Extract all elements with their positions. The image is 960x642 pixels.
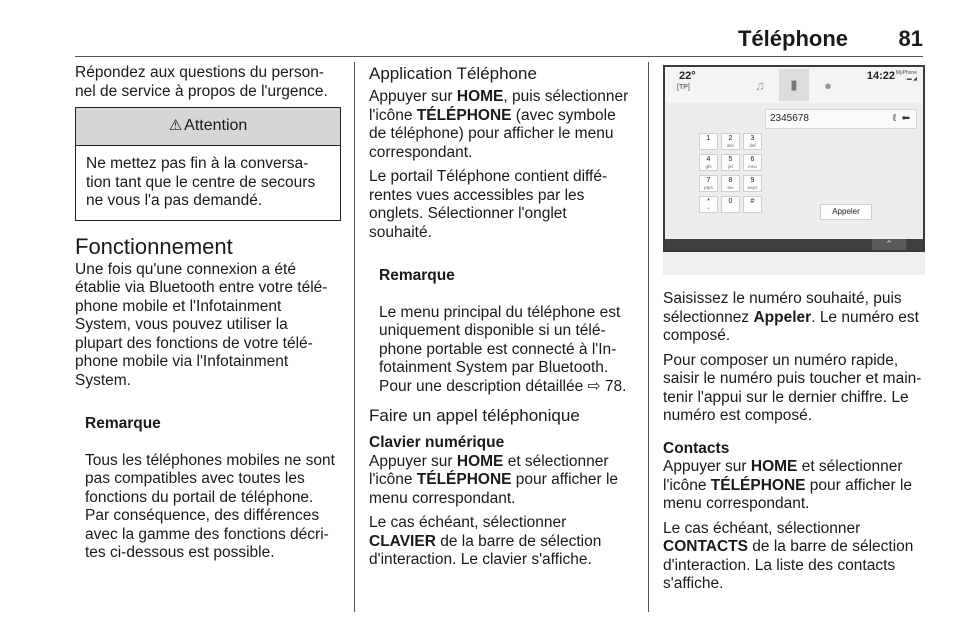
- keyword-telephone: TÉLÉPHONE: [416, 106, 512, 124]
- text-run: Appuyer sur: [369, 88, 457, 105]
- note-text: Tous les téléphones mobiles ne sont pas compatibles avec toutes les fonctions du portail de téléphone. Par conséquence, des différences avec la gamme des fonctions décri- tes ci-dessous est possible.: [85, 451, 335, 561]
- text-run: Le cas échéant, sélectionner: [663, 519, 861, 537]
- paragraph-home: [369, 88, 635, 162]
- keypad-panel: [665, 103, 923, 239]
- page-ref: 78.: [604, 377, 627, 395]
- key-letters: pqrs: [704, 185, 713, 190]
- note-text: Le menu principal du téléphone est uniquement disponible si un télé- phone portable est connecté à l'In- fotainment System par Bluetooth. Pour une description détaillée: [379, 303, 621, 395]
- phone-status: [896, 70, 917, 82]
- contacts-tab-icon[interactable]: ●: [824, 77, 832, 93]
- keypad-key-4[interactable]: [699, 154, 718, 171]
- phone-tab-icon[interactable]: ▮: [779, 69, 809, 101]
- key-letters: abc: [726, 143, 735, 148]
- warning-icon: ⚠: [168, 117, 183, 135]
- keypad-key-8[interactable]: [721, 175, 740, 192]
- key-letters: tuv: [727, 185, 734, 190]
- key-letters: wxyz: [747, 185, 758, 190]
- keyword-home: HOME: [750, 458, 798, 475]
- keypad-key-*[interactable]: [699, 196, 718, 213]
- keypad-screenshot: [663, 65, 925, 275]
- paragraph-clavier: [369, 514, 635, 570]
- text-run: pour afficher le menu correspondant.: [369, 471, 619, 507]
- text-run: , puis sélectionner l'icône: [369, 88, 629, 124]
- page-number: 81: [898, 26, 923, 51]
- battery-signal-icon: ▬ ◢: [906, 76, 917, 82]
- column-3: [663, 290, 925, 600]
- note-title: Remarque: [85, 414, 161, 432]
- text-run: Le cas échéant, sélectionner: [369, 514, 567, 531]
- keypad-key-7[interactable]: [699, 175, 718, 192]
- key-digit: 9: [750, 177, 755, 184]
- tp-indicator: [TP]: [677, 84, 690, 91]
- header-divider: [75, 56, 923, 57]
- dialed-number: 2345678: [770, 113, 809, 124]
- key-digit: 4: [706, 156, 711, 163]
- keyword-home: HOME: [456, 88, 504, 105]
- key-digit: #: [750, 198, 755, 205]
- note-title: Remarque: [379, 266, 455, 284]
- keyword-contacts: CONTACTS: [663, 538, 748, 555]
- column-2: [369, 64, 635, 576]
- key-letters: mno: [748, 164, 757, 169]
- keypad-key-2[interactable]: [721, 133, 740, 150]
- keyword-clavier: CLAVIER: [369, 532, 436, 550]
- key-digit: 0: [728, 198, 733, 205]
- keypad-key-#[interactable]: [743, 196, 762, 213]
- keypad-key-3[interactable]: [743, 133, 762, 150]
- redial-icon[interactable]: ℓ: [892, 113, 897, 124]
- column-divider-2: [648, 62, 649, 612]
- text-run: et sélectionner l'icône: [369, 452, 609, 488]
- attention-text: Ne mettez pas fin à la conversa- tion tant que le centre de secours ne vous l'a pas demandé.: [86, 155, 316, 209]
- key-digit: 6: [750, 156, 755, 163]
- column-1: [75, 64, 341, 573]
- keyword-telephone: TÉLÉPHONE: [416, 471, 512, 488]
- infotainment-screen: [663, 65, 925, 252]
- screen-top-bar: [665, 67, 923, 103]
- text-run: . Le numéro est composé.: [663, 308, 919, 344]
- text-run: (avec symbole de téléphone) pour afficher le menu correspondant.: [369, 106, 616, 161]
- phone-name: MyPhone: [895, 70, 917, 76]
- keypad-key-1[interactable]: [699, 133, 718, 150]
- key-digit: 8: [728, 177, 733, 184]
- intro-text: Répondez aux questions du person- nel de service à propos de l'urgence.: [75, 64, 328, 100]
- dialed-number-field[interactable]: [765, 109, 917, 129]
- attention-title: Attention: [184, 117, 248, 135]
- temperature-readout: 22°: [679, 70, 696, 82]
- field-icons: [893, 113, 910, 124]
- backspace-icon[interactable]: ⬅: [901, 113, 910, 124]
- music-tab-icon[interactable]: ♫: [755, 77, 765, 93]
- paragraph-home-3: [663, 458, 925, 514]
- section-heading-fonctionnement: Fonctionnement: [75, 233, 233, 259]
- note-block: [379, 248, 635, 396]
- page-ref-arrow-icon: ⇨: [587, 377, 601, 395]
- key-digit: *: [707, 198, 710, 205]
- text-run: pour afficher le menu correspondant.: [663, 476, 913, 512]
- keyword-telephone: TÉLÉPHONE: [710, 476, 806, 494]
- section-text: Une fois qu'une connexion a été établie via Bluetooth entre votre télé- phone mobile et l'Infotainment System, vous pouvez utiliser la plupart des fonctions de votre télé- phone mobile via l'Infotainment System.: [75, 260, 328, 389]
- key-letters: +: [707, 206, 710, 211]
- collapse-handle-icon[interactable]: ⌃: [872, 239, 906, 250]
- paragraph-portail: Le portail Téléphone contient diffé- rentes vues accessibles par les onglets. Sélectionner l'onglet souhaité.: [369, 168, 608, 241]
- keyword-appeler: Appeler: [753, 308, 812, 326]
- page-header: [0, 26, 960, 56]
- keypad-key-5[interactable]: [721, 154, 740, 171]
- text-run: de la barre de sélection d'interaction. Le clavier s'affiche.: [369, 532, 602, 568]
- subheading-clavier: Clavier numérique: [369, 434, 505, 451]
- key-letters: def: [749, 143, 756, 148]
- text-run: Saisissez le numéro souhaité, puis sélectionnez: [663, 290, 902, 326]
- clock: 14:22: [866, 70, 895, 82]
- page-title: Téléphone: [737, 26, 848, 51]
- text-run: de la barre de sélection d'interaction. La liste des contacts s'affiche.: [663, 538, 914, 592]
- attention-header: [76, 108, 340, 146]
- note-block: [85, 396, 341, 563]
- key-digit: 7: [706, 177, 711, 184]
- call-button[interactable]: Appeler: [820, 204, 872, 220]
- subheading-contacts: Contacts: [663, 439, 730, 457]
- key-digit: 2: [728, 135, 733, 142]
- keypad-key-9[interactable]: [743, 175, 762, 192]
- key-digit: 1: [706, 135, 711, 142]
- text-run: Appuyer sur: [663, 458, 751, 475]
- key-letters: ghi: [705, 164, 712, 169]
- paragraph-numero-rapide: Pour composer un numéro rapide, saisir le numéro puis toucher et main- tenir l'appui sur le dernier chiffre. Le numéro est composé.: [663, 351, 922, 424]
- column-divider-1: [354, 62, 355, 612]
- paragraph-home-2: [369, 453, 635, 509]
- keyword-home: HOME: [456, 452, 504, 470]
- key-digit: 5: [728, 156, 733, 163]
- keypad-key-0[interactable]: [721, 196, 740, 213]
- heading-faire-un-appel: Faire un appel téléphonique: [369, 406, 580, 425]
- text-run: Appuyer sur: [369, 452, 457, 470]
- keypad-key-6[interactable]: [743, 154, 762, 171]
- paragraph-contacts: [663, 520, 925, 594]
- key-letters: jkl: [728, 164, 733, 169]
- heading-application-telephone: Application Téléphone: [369, 64, 537, 83]
- paragraph-saisissez: [663, 290, 925, 346]
- attention-box: [75, 107, 341, 221]
- text-run: et sélectionner l'icône: [663, 458, 903, 494]
- key-digit: 3: [750, 135, 755, 142]
